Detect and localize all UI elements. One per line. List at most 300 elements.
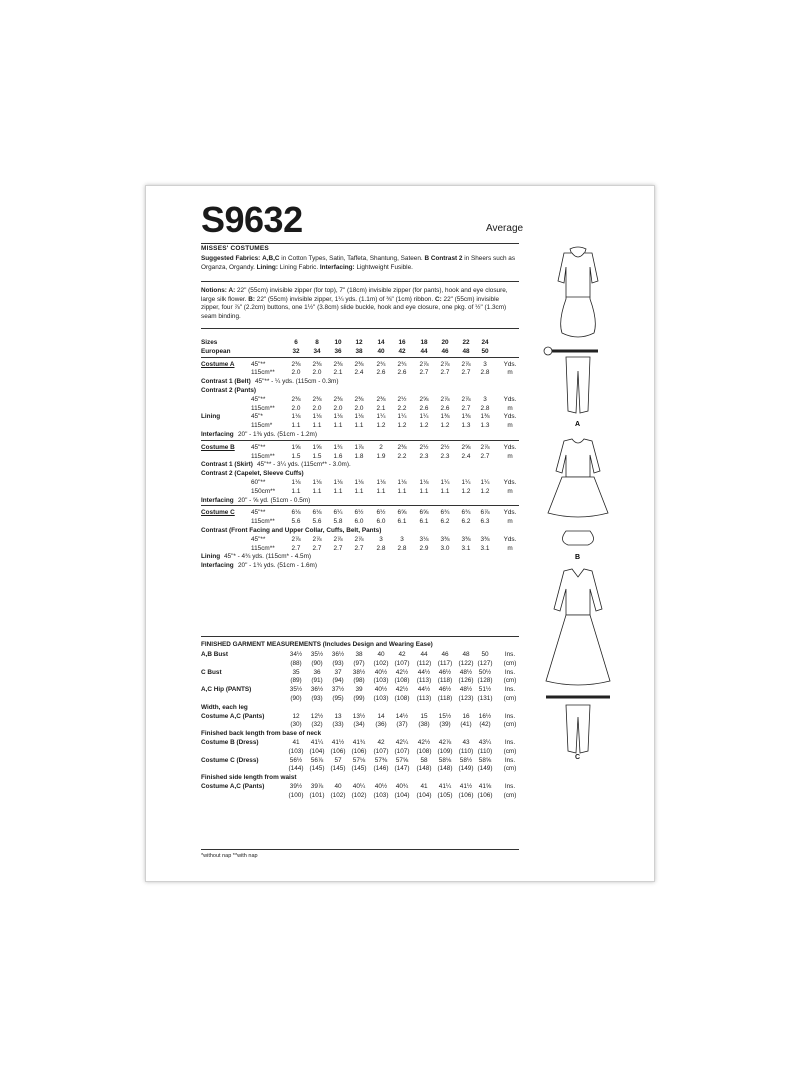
table-cell: 3 (483, 395, 487, 403)
table-cell: 1.8 (354, 452, 364, 460)
table-cell: 38 (355, 651, 363, 658)
fabric-width: 60"** (251, 478, 266, 486)
fabric-width: 45"** (251, 509, 266, 517)
table-cell: 1⅜ (440, 413, 450, 421)
table-cell: 2.0 (291, 369, 301, 377)
table-cell: 2⅞ (354, 535, 364, 543)
table-cell: 35½ (289, 686, 303, 694)
table-cell: 1.1 (312, 487, 322, 495)
row-note: 20" - 1¾ yds. (51cm - 1.6m) (238, 562, 317, 570)
table-cell: (89) (290, 677, 302, 685)
table-cell: 38½ (352, 668, 366, 676)
table-row (201, 562, 519, 571)
table-cell: (122) (458, 659, 474, 667)
table-cell: 2.9 (419, 544, 429, 552)
table-cell: 2.7 (312, 544, 322, 552)
table-cell: 2⅝ (461, 443, 471, 451)
table-cell: 1⅛ (354, 478, 364, 486)
table-cell: 1⅝ (291, 443, 301, 451)
table-row (201, 536, 519, 545)
table-cell: 2.0 (312, 369, 322, 377)
table-cell: (118) (437, 677, 453, 685)
table-cell: (147) (394, 765, 410, 773)
table-cell: 2.7 (480, 452, 490, 460)
row-label: Costume B (201, 443, 235, 451)
table-cell: 13½ (352, 712, 366, 720)
unit-label: m (507, 422, 513, 430)
table-cell: 2⅜ (333, 360, 343, 368)
table-row (201, 461, 519, 470)
table-cell: 35 (292, 668, 300, 676)
table-row (201, 405, 519, 414)
table-cell: 58⅝ (478, 756, 492, 764)
table-cell: 42 (398, 347, 406, 355)
view-c-pants (566, 705, 590, 753)
table-cell: 56½ (289, 756, 303, 764)
table-cell: 1.5 (291, 452, 301, 460)
table-cell: 2½ (440, 443, 450, 451)
fabrics-main-text: in Cotton Types, Satin, Taffeta, Shantung, Sateen. (279, 255, 425, 262)
table-cell: 2¾ (397, 360, 407, 368)
table-cell: 40½ (374, 686, 388, 694)
table-cell: 1.1 (376, 487, 386, 495)
table-cell: 44 (420, 651, 428, 658)
table-row (201, 470, 519, 479)
table-row (201, 518, 519, 527)
table-cell: 48 (462, 651, 470, 658)
unit-label: Yds. (503, 360, 517, 368)
row-label: Contrast 2 (Pants) (201, 386, 257, 394)
table-cell: 1⅛ (291, 413, 301, 421)
table-cell: 1.5 (312, 452, 322, 460)
table-cell: 42½ (395, 686, 409, 694)
table-cell: 1.2 (440, 422, 450, 430)
unit-label: (cm) (503, 747, 517, 755)
table-cell: 41 (420, 782, 428, 790)
row-label: Interfacing (201, 496, 234, 504)
table-cell: 6¼ (333, 509, 343, 517)
table-cell: (110) (458, 747, 474, 755)
table-row (201, 527, 519, 536)
table-cell: 48½ (459, 668, 473, 676)
yardage-table (201, 339, 519, 571)
table-cell: 42⅞ (438, 738, 452, 746)
table-cell: 2.2 (397, 452, 407, 460)
table-cell: (145) (351, 765, 367, 773)
table-cell: 1.1 (419, 487, 429, 495)
fabric-width: 45"** (251, 360, 266, 368)
table-cell: 3.1 (480, 544, 490, 552)
table-cell: 6⅝ (397, 509, 407, 517)
table-cell: 2.8 (397, 544, 407, 552)
table-cell: 1⅛ (419, 478, 429, 486)
row-label: Interfacing (201, 562, 234, 570)
row-label: Costume B (Dress) (201, 738, 259, 746)
fabrics-lining-text: Lining Fabric. (277, 263, 320, 271)
table-cell: 2.8 (480, 369, 490, 377)
table-row (201, 660, 519, 669)
table-cell: (93) (332, 659, 344, 667)
table-cell: 1.6 (333, 452, 343, 460)
table-cell: (108) (416, 747, 432, 755)
row-label: Costume C (201, 509, 235, 517)
table-cell: (113) (416, 677, 432, 685)
table-row (201, 730, 519, 739)
table-cell: 1.2 (480, 487, 490, 495)
table-cell: (99) (353, 694, 365, 702)
table-cell: 2.2 (397, 404, 407, 412)
table-cell: 12 (292, 712, 300, 720)
table-cell: (36) (375, 721, 387, 729)
table-cell: 6⅞ (480, 509, 490, 517)
row-label: Sizes (201, 339, 218, 346)
table-row (201, 695, 519, 704)
row-label: A,B Bust (201, 651, 228, 658)
table-cell: 14½ (395, 712, 409, 720)
row-label: Finished back length from base of neck (201, 730, 322, 738)
table-cell: 2⅞ (312, 535, 322, 543)
table-cell: (37) (396, 721, 408, 729)
table-cell: 1¼ (376, 413, 386, 421)
table-cell: 41½ (459, 782, 473, 790)
table-cell: 2⅜ (333, 395, 343, 403)
table-row (201, 774, 519, 783)
table-cell: 2⅜ (291, 395, 301, 403)
table-cell: (34) (353, 721, 365, 729)
table-cell: 42¼ (395, 738, 409, 746)
table-cell: (90) (311, 659, 323, 667)
table-row (201, 444, 519, 453)
table-cell: (103) (288, 747, 304, 755)
unit-label: m (507, 544, 513, 552)
table-cell: 1.3 (480, 422, 490, 430)
table-cell: 1.1 (333, 422, 343, 430)
table-cell: 2.6 (440, 404, 450, 412)
measurements-table (201, 651, 519, 801)
table-cell: 2.3 (419, 452, 429, 460)
unit-label: Ins. (504, 738, 516, 746)
table-row (201, 553, 519, 562)
table-cell: 1.1 (354, 422, 364, 430)
table-cell: 44½ (417, 686, 431, 694)
table-cell: 50½ (478, 668, 492, 676)
row-label: Contrast 1 (Skirt) (201, 461, 253, 469)
table-cell: 20 (441, 339, 449, 346)
table-cell: 3 (379, 535, 383, 543)
table-cell: 3⅜ (480, 535, 490, 543)
table-cell: 58½ (459, 756, 473, 764)
divider (201, 281, 519, 282)
row-label: Contrast 1 (Belt) (201, 378, 251, 386)
unit-label: Ins. (504, 668, 516, 676)
table-cell: 8 (315, 339, 319, 346)
table-cell: (118) (437, 694, 453, 702)
view-label-b: B (575, 554, 581, 561)
table-cell: 36½ (331, 651, 345, 658)
table-cell: 40¾ (395, 782, 409, 790)
view-label-a: A (575, 421, 581, 428)
table-cell: 1.3 (461, 422, 471, 430)
table-cell: 6⅝ (419, 509, 429, 517)
table-cell: 3⅜ (461, 535, 471, 543)
table-cell: 2⅞ (461, 360, 471, 368)
table-cell: (102) (351, 791, 367, 799)
row-label: Costume C (Dress) (201, 756, 259, 764)
table-cell: 2½ (419, 443, 429, 451)
view-c-illustration (546, 569, 610, 753)
table-cell: 6.0 (376, 518, 386, 526)
unit-label: m (507, 452, 513, 460)
row-note: 20" - 1⅜ yds. (51cm - 1.2m) (238, 430, 317, 438)
table-row (201, 369, 519, 378)
fabric-width: 115cm** (251, 518, 275, 526)
table-cell: (104) (309, 747, 325, 755)
table-cell: 51½ (478, 686, 492, 694)
unit-label: Ins. (504, 686, 516, 694)
table-cell: 3 (400, 535, 404, 543)
table-cell: 2⅜ (312, 395, 322, 403)
table-cell: 2.8 (376, 544, 386, 552)
table-row (201, 413, 519, 422)
table-cell: 36 (334, 347, 342, 355)
unit-label: Yds. (503, 443, 517, 451)
table-cell: 44½ (417, 668, 431, 676)
table-cell: 40 (377, 347, 385, 355)
table-row (201, 509, 519, 518)
view-a-flower (544, 347, 552, 355)
table-cell: (149) (458, 765, 474, 773)
table-cell: 6⅛ (291, 509, 301, 517)
table-cell: 6 (294, 339, 298, 346)
table-row (201, 783, 519, 792)
pattern-title: MISSES' COSTUMES (201, 245, 269, 252)
fabrics-label: Suggested Fabrics: (201, 255, 261, 262)
table-cell: 2⅞ (480, 443, 490, 451)
table-cell: 1⅛ (312, 478, 322, 486)
unit-label: Ins. (504, 782, 516, 790)
row-note: 20" - ⅝ yd. (51cm - 0.5m) (238, 496, 311, 504)
notions-b-text: 22" (55cm) invisible zipper, 1¼ yds. (1.1m) of ⅜" (1cm) ribbon. (255, 295, 435, 303)
table-cell: 50 (481, 347, 489, 355)
table-cell: 1¼ (461, 478, 471, 486)
fabric-width: 45"** (251, 535, 266, 543)
table-cell: 46½ (438, 686, 452, 694)
table-cell: 41½ (331, 738, 345, 746)
table-cell: 34 (313, 347, 321, 355)
table-cell: (117) (437, 659, 453, 667)
table-cell: 44 (420, 347, 428, 355)
table-row (201, 339, 519, 348)
table-cell: 16 (462, 712, 470, 720)
table-cell: 36 (313, 668, 321, 676)
table-row (201, 387, 519, 396)
table-cell: (106) (477, 791, 493, 799)
fabrics-views-label: A,B,C (262, 255, 280, 262)
unit-label: Yds. (503, 395, 517, 403)
table-cell: (127) (477, 659, 493, 667)
table-cell: 1.1 (397, 487, 407, 495)
table-cell: (108) (394, 677, 410, 685)
fabric-width: 45"** (251, 395, 266, 403)
table-cell: 1⅛ (376, 478, 386, 486)
table-cell: (144) (288, 765, 304, 773)
table-cell: 10 (334, 339, 342, 346)
row-label: Lining (201, 553, 221, 561)
unit-label: Yds. (503, 535, 517, 543)
fabric-width: 115cm** (251, 544, 275, 552)
fabric-width: 150cm** (251, 487, 276, 495)
table-cell: (148) (437, 765, 453, 773)
pattern-envelope-back (145, 185, 655, 882)
table-cell: 48½ (459, 686, 473, 694)
table-cell: 5.8 (333, 518, 343, 526)
table-cell: (110) (477, 747, 493, 755)
footnote: *without nap **with nap (201, 853, 258, 859)
table-cell: 6⅛ (312, 509, 322, 517)
table-cell: 1¼ (440, 478, 450, 486)
fabrics-b2-label: B Contrast 2 (424, 255, 463, 262)
fabrics-interfacing-text: Lightweight Fusible. (354, 263, 413, 271)
table-row (201, 651, 519, 660)
table-cell: 37½ (331, 686, 345, 694)
table-row (201, 704, 519, 713)
table-cell: 58 (420, 756, 428, 764)
table-cell: 1¼ (480, 478, 490, 486)
fabric-width: 115cm** (251, 452, 275, 460)
unit-label: (cm) (503, 765, 517, 773)
table-cell: 3 (483, 360, 487, 368)
table-cell: 22 (462, 339, 470, 346)
table-row (201, 545, 519, 554)
table-cell: 3.0 (440, 544, 450, 552)
table-cell: 2.6 (419, 404, 429, 412)
table-cell: 6.1 (419, 518, 429, 526)
unit-label: (cm) (503, 677, 517, 685)
table-cell: (148) (416, 765, 432, 773)
table-cell: 1⅝ (312, 443, 322, 451)
table-cell: 2⅞ (440, 395, 450, 403)
table-cell: 1¾ (333, 443, 343, 451)
table-cell: 35½ (310, 651, 324, 658)
table-cell: (112) (416, 659, 432, 667)
table-cell: 1⅛ (397, 478, 407, 486)
table-cell: 40 (334, 782, 342, 790)
unit-label: Yds. (503, 413, 517, 421)
table-cell: (149) (477, 765, 493, 773)
table-cell: 2.3 (440, 452, 450, 460)
table-cell: 2.0 (333, 404, 343, 412)
table-cell: 38 (355, 347, 363, 355)
table-cell: 6.0 (354, 518, 364, 526)
view-b-illustration (548, 439, 608, 545)
table-cell: 2⅞ (440, 360, 450, 368)
table-cell: 2⅜ (312, 360, 322, 368)
table-cell: (145) (309, 765, 325, 773)
view-a-pants (566, 357, 590, 413)
view-illustrations (518, 241, 638, 761)
table-cell: 1⅜ (480, 413, 490, 421)
table-cell: 18 (420, 339, 428, 346)
fabrics-b2-text: in Sheers such as Organza, Organdy. (201, 255, 516, 271)
table-cell: (123) (458, 694, 474, 702)
table-cell: 40½ (374, 668, 388, 676)
table-cell: (41) (460, 721, 472, 729)
table-cell: (103) (373, 791, 389, 799)
row-label: Costume A,C (Pants) (201, 712, 265, 720)
table-cell: 6¾ (440, 509, 450, 517)
table-cell: 39½ (289, 782, 303, 790)
illustration-svg (518, 241, 638, 761)
notions-c-text: 22" (55cm) invisible zipper, four ⅞" (2.2cm) buttons, one 1½" (3.8cm) slide buckle, hook and eye closure, one pkg. of ½" (1.3cm) seam binding. (201, 295, 507, 320)
view-a-illustration (544, 247, 598, 413)
table-cell: 1⅛ (312, 413, 322, 421)
table-cell: (39) (439, 721, 451, 729)
table-cell: 37 (334, 668, 342, 676)
table-cell: 42½ (417, 738, 431, 746)
view-a-top (558, 253, 598, 337)
table-cell: 14 (377, 712, 385, 720)
table-cell: 43 (462, 738, 470, 746)
notions-c-label: C: (435, 295, 442, 303)
table-row (201, 431, 519, 441)
table-cell: 6.2 (461, 518, 471, 526)
table-cell: (38) (418, 721, 430, 729)
table-row (201, 757, 519, 766)
difficulty-level: Average (486, 223, 524, 234)
table-row (201, 488, 519, 497)
table-cell: 2.1 (333, 369, 343, 377)
table-cell: 1¼ (397, 413, 407, 421)
table-cell: (106) (330, 747, 346, 755)
table-cell: 2.7 (333, 544, 343, 552)
table-cell: 2.7 (461, 369, 471, 377)
row-label: C Bust (201, 668, 222, 676)
table-cell: 2.0 (312, 404, 322, 412)
row-label: Lining (201, 413, 221, 421)
table-row (201, 479, 519, 488)
table-cell: 15 (420, 712, 428, 720)
row-note: 45"** - ¼ yds. (115cm - 0.3m) (255, 378, 339, 386)
table-row (201, 686, 519, 695)
notions-a-label: A: (226, 287, 236, 294)
table-cell: 2⅜ (291, 360, 301, 368)
table-cell: 1⅛ (333, 413, 343, 421)
table-cell: 1.1 (291, 422, 301, 430)
table-cell: (109) (437, 747, 453, 755)
fabric-width: 45"** (251, 443, 266, 451)
table-cell: 6½ (376, 509, 386, 517)
table-row (201, 748, 519, 757)
table-cell: 5.6 (291, 518, 301, 526)
table-cell: 1.2 (419, 422, 429, 430)
table-cell: 2.0 (291, 404, 301, 412)
unit-label: m (507, 404, 513, 412)
unit-label: m (507, 518, 513, 526)
table-cell: (30) (290, 721, 302, 729)
table-cell: (100) (288, 791, 304, 799)
table-cell: 40 (377, 651, 385, 658)
table-cell: (104) (394, 791, 410, 799)
table-cell: 32 (292, 347, 300, 355)
table-cell: 3⅜ (440, 535, 450, 543)
table-cell: 2⅞ (419, 360, 429, 368)
table-cell: 6.2 (440, 518, 450, 526)
table-cell: 57⅜ (374, 756, 388, 764)
table-cell: (94) (332, 677, 344, 685)
table-row (201, 677, 519, 686)
row-label: A,C Hip (PANTS) (201, 686, 252, 694)
table-cell: 13 (334, 712, 342, 720)
